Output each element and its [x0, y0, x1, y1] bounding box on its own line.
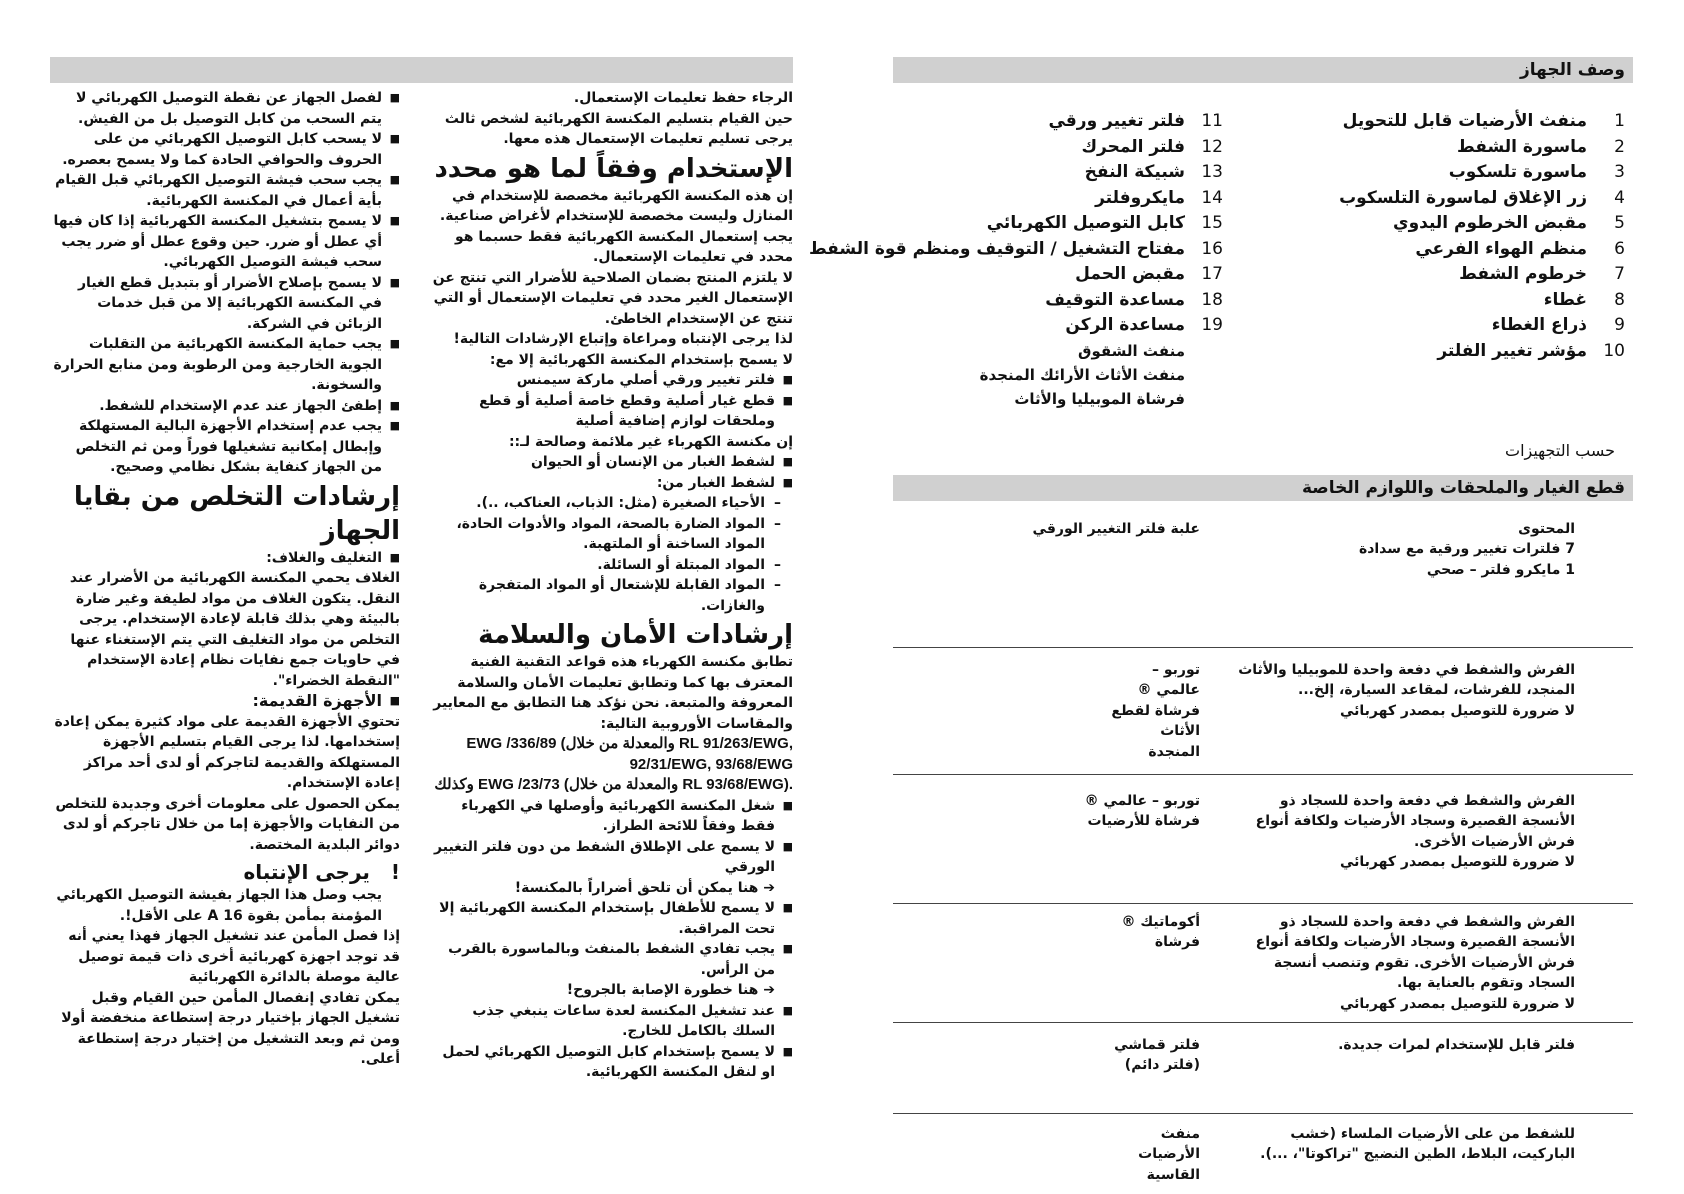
use-text-3: لا يلتزم المنتج بضمان الصلاحية للأضرار التي تنتج عن الإستعمال الغير محدد في تعليمات الإستعمال أو التي تنتج عن الإستخدام الخاطئ.: [432, 269, 793, 327]
list-item: 3 ماسورة تلسكوب: [1448, 162, 1625, 182]
intended-use-heading: الإستخدام وفقاً لما هو محدد: [434, 153, 793, 184]
list-item: ■ لا يسحب كابل التوصيل الكهربائي من على الحروف والحوافي الحادة كما ولا يسمح بعصره.: [50, 129, 400, 170]
accessory-description: الفرش والشفط في دفعة واحدة للسجاد ذو الأنسجة القصيرة وسجاد الأرضيات ولكافة أنواع فرش الأرضيات الأخرى. لا ضرورة للتوصيل بمصدر كهربائي: [1255, 792, 1575, 870]
accessory-description: المحتوى 7 فلترات تغيير ورقية مع سدادة 1 مايكرو فلتر – صحي: [1358, 520, 1575, 578]
list-item: 14 مايكروفلتر: [1095, 187, 1223, 208]
list-item: ■ يجب عدم إستخدام الأجهزة البالية المستهلكة وإبطال إمكانية تشغيلها فوراً ومن ثم التخلص من الجهاز كنفاية بشكل نظامي وصحيح.: [50, 416, 400, 478]
old-devices-title: ■ الأجهزة القديمة:: [50, 691, 400, 712]
accessory-name: توربو – عالمي ® فرشاة للأرضيات: [1084, 792, 1200, 829]
intro-text-1: الرجاء حفظ تعليمات الإستعمال.: [573, 90, 793, 106]
attention-text-1: يجب وصل هذا الجهاز بفيشة التوصيل الكهربائي المؤمنة بمأمن بقوة 16 A على الأقل!.: [56, 887, 382, 924]
use-text-2: يجب إستعمال المكنسة الكهربائية فقط حسبما هو محدد في تعليمات الإستعمال.: [455, 228, 793, 265]
arrow-left-icon: ➔: [758, 879, 775, 896]
unsuitable-text: إن مكنسة الكهرباء غير ملائمة وصالحة لـ::: [508, 433, 793, 450]
attention-text-2: إذا فصل المأمن عند تشغيل الجهاز فهذا يعني أنه قد توجد اجهزة كهربائية أخرى ذات قيمة توصيل عالية موصلة بالدائرة الكهربائية: [68, 928, 400, 985]
list-item: ■ يجب تفادي الشفط بالمنفث وبالماسورة بالقرب من الرأس.: [428, 939, 793, 980]
list-item: – المواد الضارة بالصحة، المواد والأدوات الحادة، المواد الساخنة أو الملتهبة.: [428, 514, 793, 555]
accessories-heading: قطع الغيار والملحقات واللوازم الخاصة: [893, 475, 1633, 501]
column-b: [428, 88, 793, 1083]
parts-list-a: [1250, 109, 1625, 411]
table-row: [893, 501, 1633, 647]
description-heading: وصف الجهاز: [893, 57, 1633, 83]
list-item: ■ لا يسمح بتشغيل المكنسة الكهربائية إذا كان فيها أي عطل أو ضرر. حين وقوع عطل أو ضرر يجب سحب فيشة التوصيل الكهربائي.: [50, 211, 400, 273]
list-item: 13 شبيكة النفخ: [1084, 162, 1223, 182]
attention-heading: [50, 859, 400, 885]
list-item: ■ لا يسمح على الإطلاق الشفط من دون فلتر التغيير الورقي: [428, 837, 793, 878]
warning-line-1: [428, 878, 793, 899]
accessory-description: الفرش والشفط في دفعة واحدة للسجاد ذو الأنسجة القصيرة وسجاد الأرضيات ولكافة أنواع فرش الأرضيات الأخرى. تقوم وتنصب أنسجة السجاد وتقوم بالعناية بها. لا ضرورة للتوصيل بمصدر كهربائي: [1255, 913, 1575, 1012]
list-item: ■ لشفط الغبار من:: [428, 473, 793, 494]
parts-section: [808, 109, 1633, 411]
depending-on-equipment: حسب التجهيزات: [1505, 440, 1615, 460]
list-item: – الأحياء الصغيرة (مثل: الذباب، العناكب، ..).: [428, 493, 793, 514]
list-item: ■ إطفئ الجهاز عند عدم الإستخدام للشفط.: [50, 396, 400, 417]
old-devices-text: تحتوي الأجهزة القديمة على مواد كثيرة يمكن إعادة إستخدامها. لذا يرجى القيام بتسليم الأجهزة المستهلكة والقديمة لتاجركم أو لدى أحد مراكز إعادة الإستخدام.: [54, 713, 400, 791]
list-item: ■ لشفط الغبار من الإنسان أو الحيوان: [428, 452, 793, 473]
list-item: 4 زر الإغلاق لماسورة التلسكوب: [1339, 187, 1625, 208]
accessory-description: للشفط من على الأرضيات الملساء (خشب الباركيت، البلاط، الطين النضيج "تراكوتا"، ...).: [1260, 1125, 1575, 1162]
table-row: [893, 774, 1633, 903]
unsuitable-bullets: [428, 452, 793, 493]
accessory-description: الفرش والشفط في دفعة واحدة للموبيليا والأثاث المنجد، للفرشات، لمقاعد السيارة، إلخ... لا ضرورة للتوصيل بمصدر كهربائي: [1238, 661, 1575, 719]
list-item: 10 مؤشر تغيير الفلتر: [1437, 340, 1625, 361]
accessory-name: توربو – عالمي ® فرشاة لقطع الأثاث المنجدة: [1111, 661, 1200, 760]
packaging-title: ■ التغليف والغلاف:: [50, 548, 400, 569]
parts-list-b-wrap: [808, 109, 1223, 411]
list-item: 15 كابل التوصيل الكهربائي: [986, 213, 1223, 233]
extra-item: فرشاة الموبيليا والأثاث: [1014, 389, 1185, 408]
use-text-5: لا يسمح بإستخدام المكنسة الكهربائية إلا مع:: [489, 351, 793, 368]
list-item: ■ لا يسمح للأطفال بإستخدام المكنسة الكهربائية إلا تحت المراقبة.: [428, 898, 793, 939]
list-item: ■ قطع غيار أصلية وقطع خاصة أصلية أو قطع وملحقات لوازم إضافية أصلية: [428, 391, 793, 432]
list-item: 17 مقبض الحمل: [1075, 264, 1223, 284]
extra-item: منفث الأثاث الأرائك المنجدة: [979, 365, 1185, 384]
list-item: 6 منظم الهواء الفرعي: [1415, 238, 1625, 259]
warning-text: هنا يمكن أن تلحق أضراراً بالمكنسة!: [514, 879, 759, 896]
accessory-name: أكوماتيك ® فرشاة: [1121, 913, 1200, 950]
cable-bullets: [50, 88, 400, 478]
list-item: ■ لا يسمح بإستخدام كابل التوصيل الكهربائي لحمل او لنقل المكنسة الكهربائية.: [428, 1042, 793, 1083]
allowed-bullets: [428, 370, 793, 432]
packaging-bullet: [50, 548, 400, 569]
list-item: 12 فلتر المحرك: [1081, 136, 1223, 157]
list-item: 9 ذراع الغطاء: [1491, 315, 1625, 335]
extra-item: منفث الشقوق: [1078, 341, 1185, 360]
list-item: ■ يجب حماية المكنسة الكهربائية من التقلبات الجوية الخارجية ومن الرطوبة ومن منابع الحرارة والسخونة.: [50, 334, 400, 396]
list-item: ■ عند تشغيل المكنسة لعدة ساعات ينبغي جذب السلك بالكامل للخارج.: [428, 1001, 793, 1042]
attention-title: يرجى الإنتباه: [243, 860, 370, 884]
intro-text-2: حين القيام بتسليم المكنسة الكهربائية لشخص ثالث يرجى تسليم تعليمات الإستعمال هذه معها.: [444, 110, 793, 147]
safety-heading: إرشادات الأمان والسلامة: [478, 620, 793, 650]
list-item: ■ لا يسمح بإصلاح الأضرار أو بتبديل قطع الغيار في المكنسة الكهربائية إلا من قبل خدمات الزبائن في الشركة.: [50, 273, 400, 335]
list-item: 5 مقبض الخرطوم اليدوي: [1392, 213, 1625, 233]
list-item: ■ شغل المكنسة الكهربائية وأوصلها في الكهرباء فقط وفقاً للائحة الطراز.: [428, 796, 793, 837]
packaging-text: الغلاف يحمي المكنسة الكهربائية من الأضرار عند النقل. يتكون الغلاف من مواد لطيفة وغير ضارة بالبيئة وهي بذلك قابلة لإعادة الإستخدام. يرجى التخلص من مواد التغليف التي يتم الإستغناء عنها في حاويات جمع نفايات نظام إعادة الإستخدام "النقطة الخضراء".: [69, 570, 400, 689]
table-row: [893, 903, 1633, 1022]
list-item: ■ فلتر تغيير ورقي أصلي ماركة سيمنس: [428, 370, 793, 391]
safety-text: تطابق مكنسة الكهرباء هذه قواعد التقنية الفنية المعترف بها كما وتطابق تعليمات الأمان والسلامة المعروفة والمتبعة. نحن نؤكد هنا التطابق مع المعايير والمقاسات الأوروبية التالية:: [433, 654, 793, 732]
safety-bullets-2: [428, 898, 793, 980]
old-devices-bullet: [50, 691, 400, 712]
list-item: 1 منفث الأرضيات قابل للتحويل: [1342, 111, 1625, 131]
accessory-name: علبة فلتر التغيير الورقي: [1032, 520, 1200, 537]
safety-bullets-3: [428, 1001, 793, 1083]
accessory-name: فلتر قماشي (فلتر دائم): [1114, 1036, 1200, 1073]
attention-text-3: يمكن تفادي إنفصال المأمن حين القيام وقبل تشغيل الجهاز بإختيار درجة إستطاعة منخفضة أولا ومن ثم وبعد التشغيل من إختيار درجة إستطاعة أعلى.: [61, 989, 400, 1067]
standards-line-2: وكذلك EWG /23/73 (والمعدلة من خلال RL 93/68/EWG).: [434, 776, 793, 793]
unsuitable-dash-list: [428, 493, 793, 616]
disposal-heading: إرشادات التخلص من بقايا الجهاز: [73, 481, 400, 546]
list-item: – المواد المبتلة أو السائلة.: [428, 555, 793, 576]
list-item: ■ يجب سحب فيشة التوصيل الكهربائي قبل القيام بأية أعمال في المكنسة الكهربائية.: [50, 170, 400, 211]
table-row: [893, 1113, 1633, 1194]
list-item: 18 مساعدة التوقيف: [1045, 289, 1223, 310]
list-item: – المواد القابلة للإشتعال أو المواد المتفجرة والغازات.: [428, 575, 793, 616]
more-info-text: يمكن الحصول على معلومات أخرى وجديدة للتخلص من النفايات والأجهزة إما من خلال تاجركم أو لدى دوائر البلدية المختصة.: [55, 795, 400, 853]
column-a: [50, 88, 400, 1070]
list-item: 11 فلتر تغيير ورقي: [1048, 111, 1223, 131]
warning-text: هنا خطورة الإصابة بالجروح!: [566, 982, 759, 998]
list-item: 8 غطاء: [1543, 289, 1625, 310]
parts-list-b: [808, 109, 1223, 339]
accessories-table: [893, 501, 1633, 1194]
accessory-name: منفث الأرضيات القاسية: [1138, 1125, 1200, 1183]
use-text-1: إن هذه المكنسة الكهربائية مخصصة للإستخدام في المنازل وليست مخصصة للإستخدام لأغراض صناعية.: [439, 187, 793, 224]
list-item: 7 خرطوم الشفط: [1459, 264, 1625, 284]
right-page: [808, 57, 1633, 1194]
table-row: [893, 647, 1633, 774]
list-item: 19 مساعدة الركن: [1065, 315, 1223, 335]
list-item: ■ لفصل الجهاز عن نقطة التوصيل الكهربائي لا يتم السحب من كابل التوصيل بل من الفيش.: [50, 88, 400, 129]
list-item: 2 ماسورة الشفط: [1457, 136, 1625, 157]
table-row: [893, 1022, 1633, 1113]
accessory-description: فلتر قابل للإستخدام لمرات جديدة.: [1338, 1036, 1575, 1053]
safety-bullets-1: [428, 796, 793, 878]
use-text-4: لذا يرجى الإنتباه ومراعاة وإتباع الإرشادات التالية!: [453, 331, 793, 347]
list-item: 16 مفتاح التشغيل / التوقيف ومنظم قوة الشفط: [808, 238, 1223, 259]
exclamation-icon: !: [390, 860, 400, 884]
warning-line-2: [428, 980, 793, 1001]
arrow-left-icon: ➔: [758, 982, 775, 998]
left-header-bar: [50, 57, 793, 83]
standards-line-1: EWG /336/89 (والمعدلة من خلال RL 91/263/EWG, 92/31/EWG, 93/68/EWG: [466, 735, 793, 773]
